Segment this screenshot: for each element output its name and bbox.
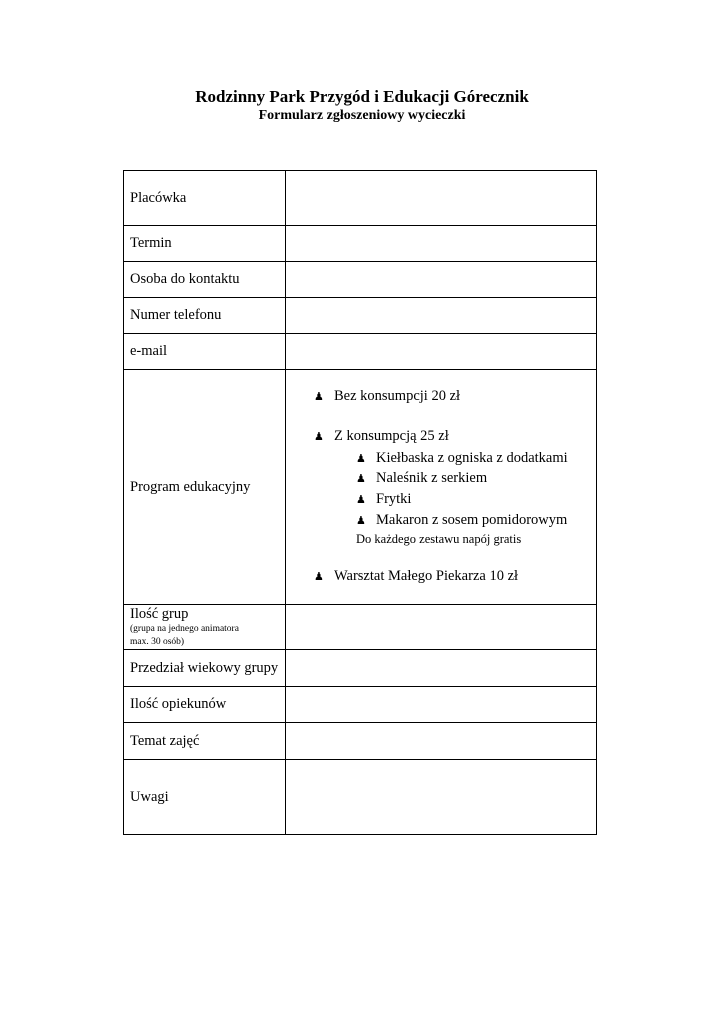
- label-email: e-mail: [124, 334, 286, 370]
- page-title: Rodzinny Park Przygód i Edukacji Górecznik: [195, 87, 529, 106]
- row-grupy: [124, 605, 597, 650]
- label-grupy: [124, 605, 286, 650]
- sub-option-kielbaska: [356, 450, 568, 467]
- field-grupy[interactable]: [286, 605, 597, 650]
- field-uwagi[interactable]: [286, 760, 597, 835]
- label-grupy-note-2: max. 30 osób): [130, 637, 185, 647]
- field-telefon[interactable]: [286, 298, 597, 334]
- sub-option-label: Makaron z sosem pomidorowym: [376, 512, 568, 528]
- label-termin: Termin: [124, 226, 286, 262]
- row-email: [124, 334, 597, 370]
- registration-form-table: [123, 170, 597, 835]
- label-opiekunowie: Ilość opiekunów: [124, 687, 286, 723]
- field-opiekunowie[interactable]: [286, 687, 597, 723]
- label-telefon: Numer telefonu: [124, 298, 286, 334]
- label-temat: Temat zajęć: [124, 723, 286, 760]
- field-email[interactable]: [286, 334, 597, 370]
- row-placowka: [124, 171, 597, 226]
- option-label: Z konsumpcją 25 zł: [334, 428, 449, 444]
- row-osoba: [124, 262, 597, 298]
- row-opiekunowie: [124, 687, 597, 723]
- label-program: Program edukacyjny: [124, 370, 286, 605]
- label-grupy-text: Ilość grup: [130, 606, 189, 622]
- option-warsztat[interactable]: [314, 568, 518, 585]
- field-program: [286, 370, 597, 605]
- sub-option-makaron: [356, 512, 567, 529]
- sub-option-nalesnik: [356, 470, 487, 487]
- option-label: Warsztat Małego Piekarza 10 zł: [334, 568, 519, 584]
- bullet-icon: ♟: [356, 494, 366, 506]
- row-program: [124, 370, 597, 605]
- bullet-icon: ♟: [356, 515, 366, 527]
- label-uwagi: Uwagi: [124, 760, 286, 835]
- sub-option-label: Frytki: [376, 491, 412, 507]
- field-temat[interactable]: [286, 723, 597, 760]
- bullet-icon: ♟: [314, 391, 324, 403]
- option-z-konsumpcja[interactable]: [314, 428, 449, 445]
- option-bez-konsumpcji[interactable]: [314, 388, 460, 405]
- sub-option-frytki: [356, 491, 411, 508]
- drink-note: Do każdego zestawu napój gratis: [356, 532, 522, 546]
- row-telefon: [124, 298, 597, 334]
- program-options: [286, 370, 596, 604]
- bullet-icon: ♟: [356, 453, 366, 465]
- option-label: Bez konsumpcji 20 zł: [334, 388, 461, 404]
- field-osoba[interactable]: [286, 262, 597, 298]
- field-termin[interactable]: [286, 226, 597, 262]
- bullet-icon: ♟: [356, 473, 366, 485]
- label-grupy-note-1: (grupa na jednego animatora: [130, 624, 239, 634]
- sub-option-label: Naleśnik z serkiem: [376, 470, 488, 486]
- bullet-icon: ♟: [314, 431, 324, 443]
- field-wiek[interactable]: [286, 650, 597, 687]
- row-wiek: [124, 650, 597, 687]
- row-temat: [124, 723, 597, 760]
- field-placowka[interactable]: [286, 171, 597, 226]
- bullet-icon: ♟: [314, 571, 324, 583]
- label-placowka: Placówka: [124, 171, 286, 226]
- row-uwagi: [124, 760, 597, 835]
- label-wiek: Przedział wiekowy grupy: [124, 650, 286, 687]
- label-osoba: Osoba do kontaktu: [124, 262, 286, 298]
- sub-option-label: Kiełbaska z ogniska z dodatkami: [376, 450, 568, 466]
- page-subtitle: Formularz zgłoszeniowy wycieczki: [258, 108, 466, 123]
- row-termin: [124, 226, 597, 262]
